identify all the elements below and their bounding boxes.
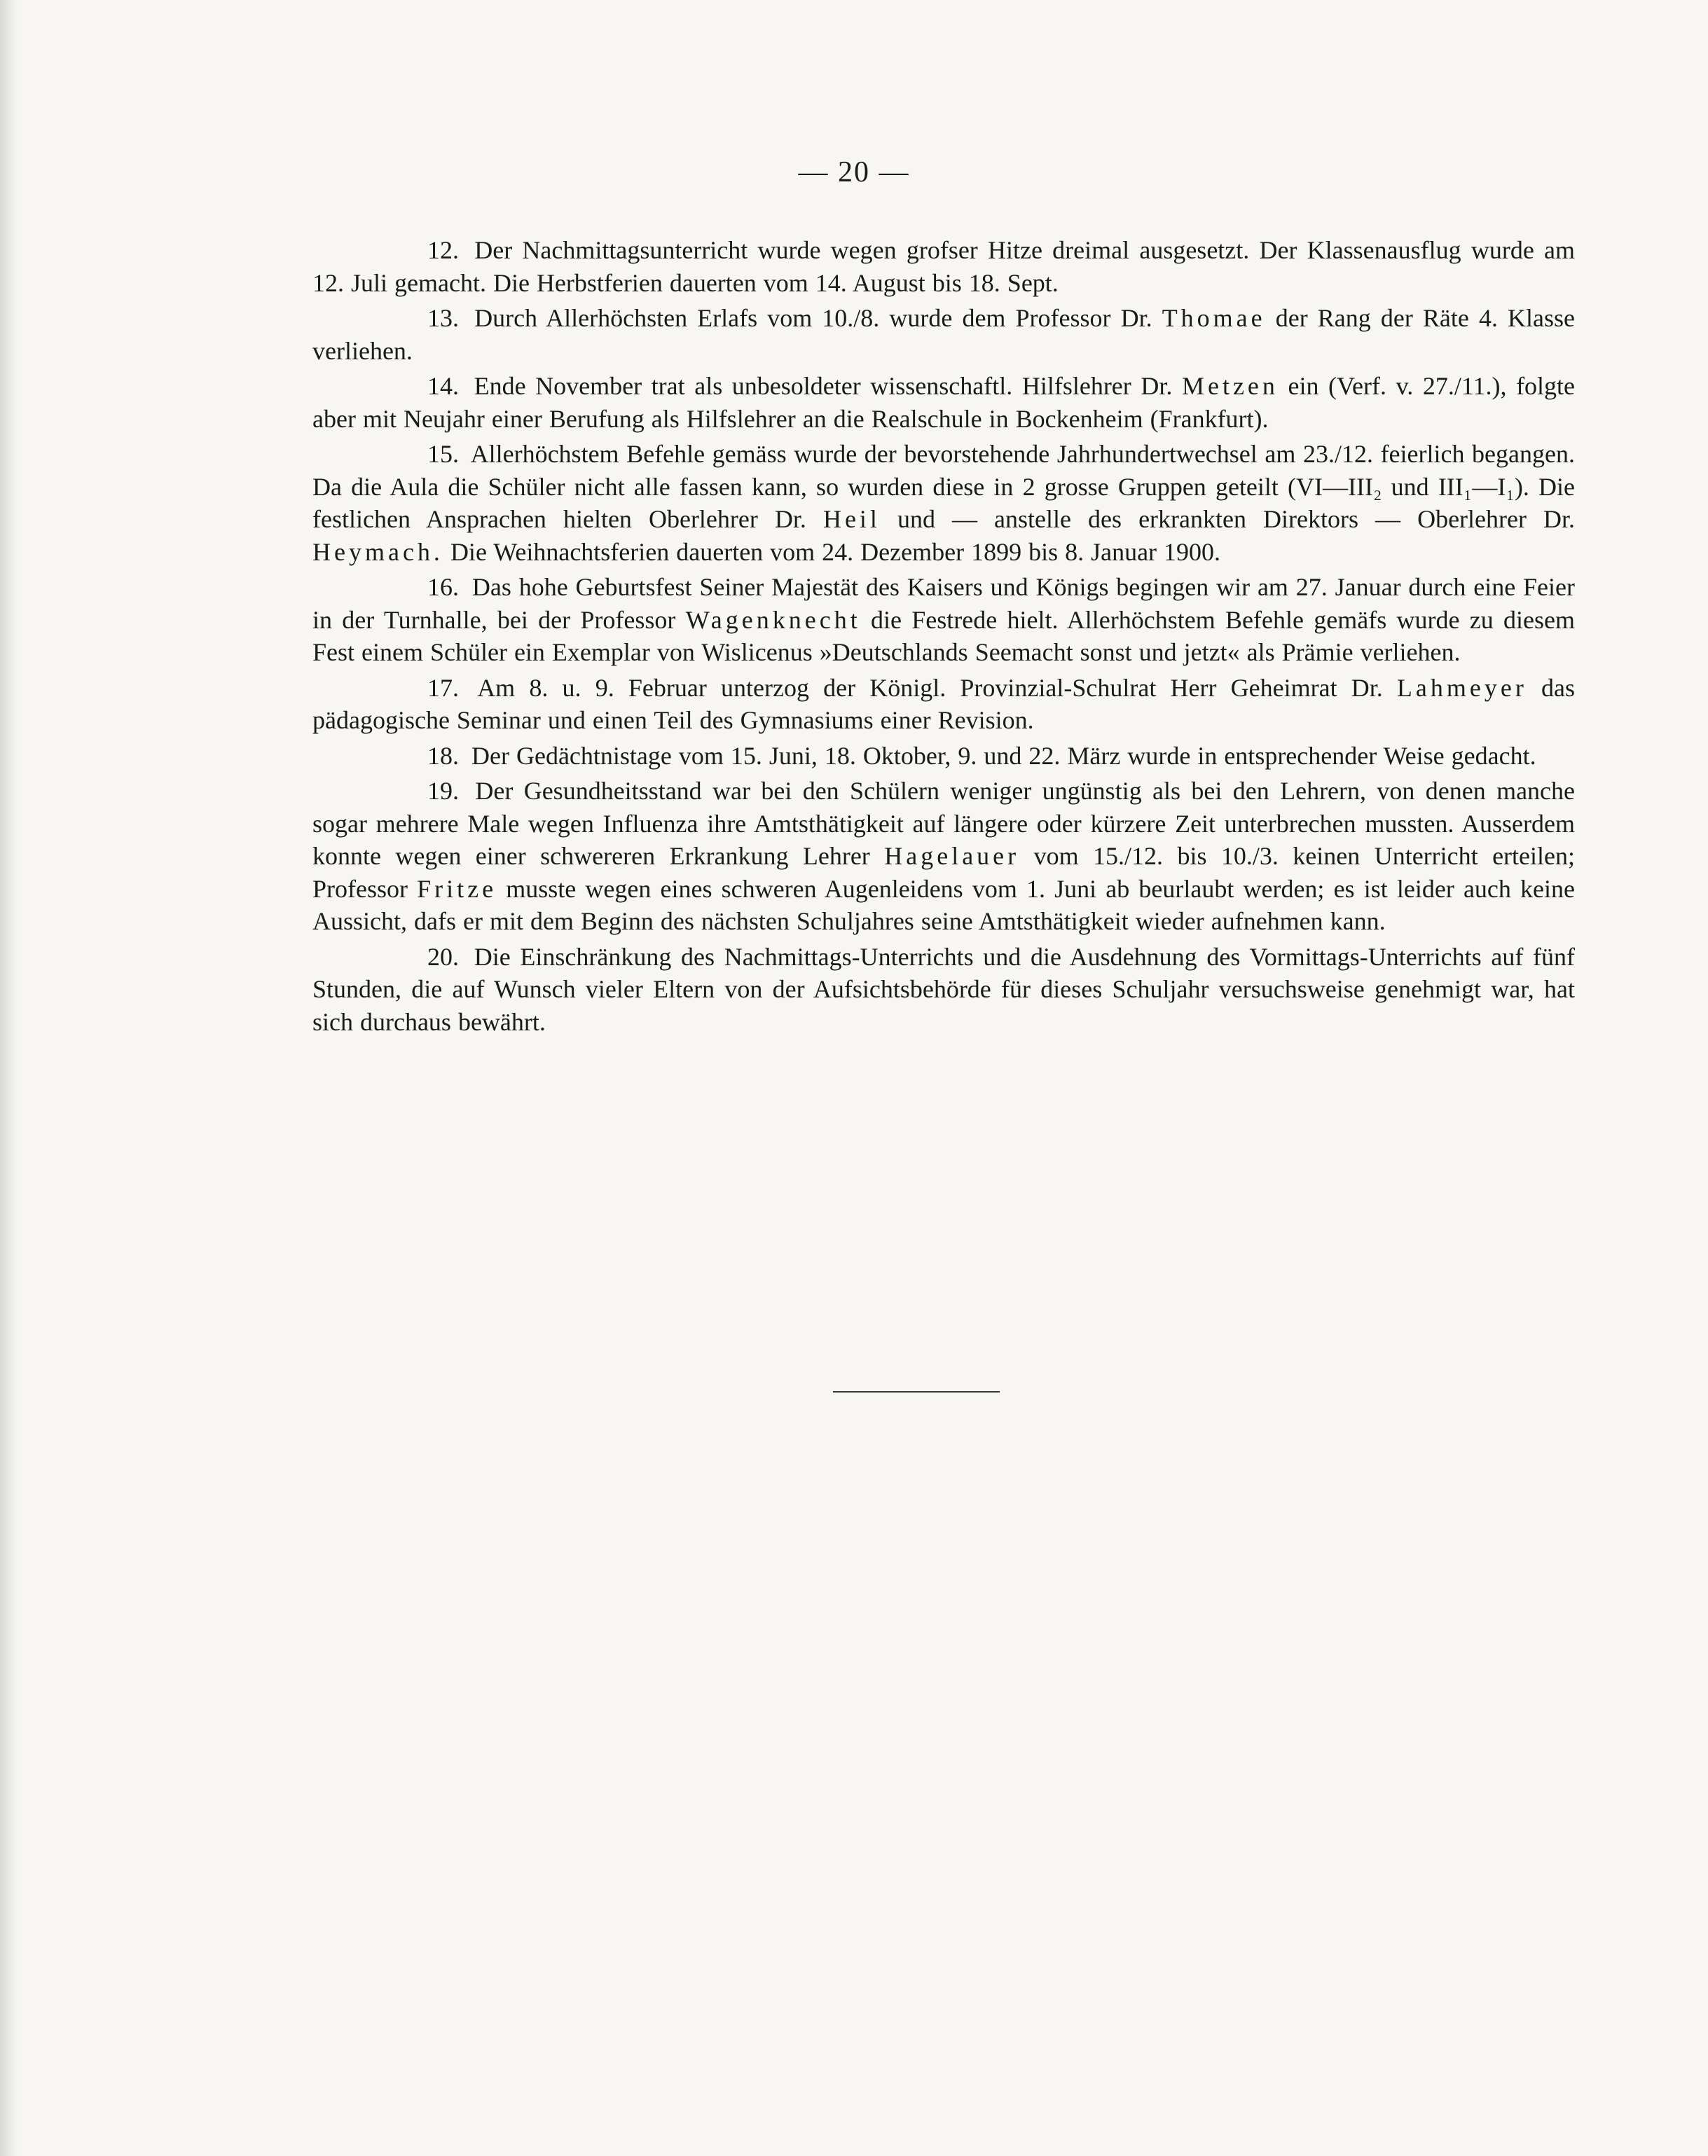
paragraph-14: [312, 370, 1575, 435]
document-body: [312, 234, 1575, 1041]
paragraph-text: Die Einschränkung des Nachmittags-Unterrichts und die Ausdehnung des Vormittags-Unterrichts auf fünf Stunden, die auf Wunsch vieler Eltern von der Aufsichtsbehörde für dieses Schuljahr versuchsweise genehmigt war, hat sich durchaus bewährt.: [312, 942, 1576, 1036]
paragraph-number: 19.: [427, 777, 459, 805]
person-name: Heil: [822, 505, 881, 533]
paragraph-text: Am 8. u. 9. Februar unterzog der Königl. Provinzial-Schulrat Herr Geheimrat Dr.: [477, 673, 1383, 702]
paragraph-text: Der Gedächtnistage vom 15. Juni, 18. Oktober, 9. und 22. März wurde in entsprechender Weise gedacht.: [471, 741, 1536, 770]
person-name: Lahmeyer: [1396, 673, 1527, 702]
paragraph-text: der Rang der Räte 4. Klasse verliehen.: [312, 304, 1576, 365]
paragraph-text: die Festrede hielt. Allerhöchstem Befehle gemäfs wurde zu diesem Fest einem Schüler ein Exemplar von Wislicenus »Deutschlands Seemacht sonst und jetzt« als Prämie verliehen.: [312, 605, 1576, 666]
person-name: Metzen: [1181, 372, 1279, 400]
paragraph-number: 15.: [427, 440, 459, 468]
paragraph-17: [312, 672, 1575, 737]
paragraph-text: vom 15./12. bis 10./3. keinen Unterricht erteilen; Professor: [312, 842, 1575, 903]
section-divider: [833, 1391, 1000, 1393]
paragraph-text: Die Weihnachtsferien dauerten vom 24. Dezember 1899 bis 8. Januar 1900.: [450, 537, 1221, 566]
paragraph-number: 12.: [427, 236, 459, 264]
page-edge: [0, 0, 18, 2156]
paragraph-text: ein (Verf. v. 27./11.), folgte aber mit Neujahr einer Berufung als Hilfslehrer an die Realschule in Bockenheim (Frankfurt).: [312, 372, 1576, 433]
paragraph-20: [312, 941, 1575, 1039]
paragraph-text: Der Gesundheitsstand war bei den Schülern weniger ungünstig als bei den Lehrern, von denen manche sogar mehrere Male wegen Influenza ihre Amtsthätigkeit auf längere oder kürzere Zeit unterbrechen mussten. Ausserdem konnte wegen einer schwereren Erkrankung Lehrer: [312, 777, 1576, 870]
person-name: Hagelauer: [884, 842, 1020, 870]
paragraph-text: Allerhöchstem Befehle gemäss wurde der bevorstehende Jahrhundertwechsel am 23./12. feierlich begangen. Da die Aula die Schüler nicht alle fassen kann, so wurden diese in 2 grosse Gruppen geteilt (VI—III₂ und III₁—I₁). Die festlichen Ansprachen hielten Oberlehrer Dr.: [312, 440, 1575, 533]
paragraph-text: und — anstelle des erkrankten Direktors — Oberlehrer Dr.: [897, 505, 1576, 533]
person-name: Heymach.: [312, 537, 443, 566]
paragraph-13: [312, 302, 1575, 367]
person-name: Fritze: [417, 874, 497, 903]
paragraph-18: [312, 740, 1575, 773]
paragraph-number: 20.: [427, 942, 459, 971]
paragraph-number: 16.: [427, 573, 459, 601]
paragraph-text: Durch Allerhöchsten Erlafs vom 10./8. wurde dem Professor Dr.: [474, 304, 1152, 332]
person-name: Wagenknecht: [685, 605, 861, 634]
paragraph-12: [312, 234, 1575, 299]
paragraph-number: 17.: [427, 673, 459, 702]
paragraph-text: musste wegen eines schweren Augenleidens vom 1. Juni ab beurlaubt werden; es ist leider auch keine Aussicht, dafs er mit dem Beginn des nächsten Schuljahres seine Amtsthätigkeit wieder aufnehmen kann.: [312, 874, 1576, 935]
paragraph-15: [312, 438, 1575, 568]
paragraph-number: 13.: [427, 304, 459, 332]
person-name: Thomae: [1162, 304, 1266, 332]
paragraph-text: Das hohe Geburtsfest Seiner Majestät des Kaisers und Königs begingen wir am 27. Januar durch eine Feier in der Turnhalle, bei der Professor: [312, 573, 1576, 634]
page-number: — 20 —: [798, 156, 910, 188]
paragraph-19: [312, 775, 1575, 938]
paragraph-number: 18.: [427, 741, 459, 770]
paragraph-text: Der Nachmittagsunterricht wurde wegen grofser Hitze dreimal ausgesetzt. Der Klassenausflug wurde am 12. Juli gemacht. Die Herbstferien dauerten vom 14. August bis 18. Sept.: [312, 236, 1575, 297]
paragraph-text: das pädagogische Seminar und einen Teil des Gymnasiums einer Revision.: [312, 673, 1576, 734]
paragraph-text: Ende November trat als unbesoldeter wissenschaftl. Hilfslehrer Dr.: [474, 372, 1173, 400]
paragraph-16: [312, 571, 1575, 669]
paragraph-number: 14.: [427, 372, 459, 400]
